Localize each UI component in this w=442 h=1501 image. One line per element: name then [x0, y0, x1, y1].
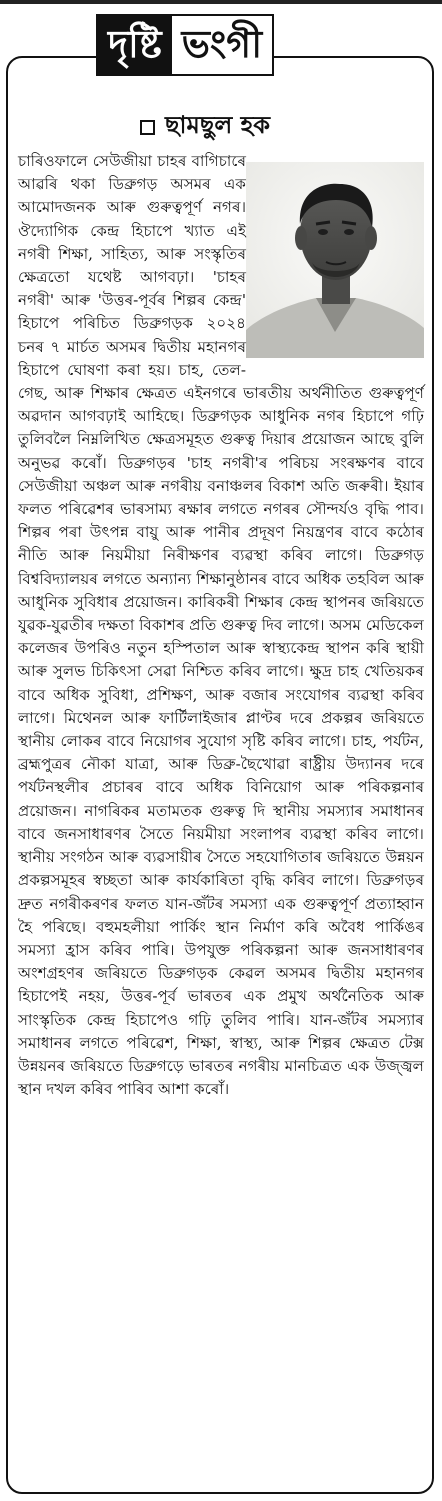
- checkbox-square-icon: [140, 120, 155, 135]
- author-name: ছামছুল হক: [165, 111, 271, 139]
- column-masthead: [96, 14, 274, 76]
- top-rule: [0, 0, 442, 4]
- photo-float-space: [246, 150, 424, 360]
- byline: [140, 110, 270, 144]
- masthead-title-left: দৃষ্টি: [98, 16, 172, 74]
- article-paragraph: চাৰিওফালে সেউজীয়া চাহৰ বাগিচাৰে আৱৰি থকা ডিব্ৰুগড় অসমৰ এক আমোদজনক আৰু গুৰুত্বপূৰ্ণ নগৰ। ঔদ্যোগিক কেন্দ্ৰ হিচাপে খ্যাত এই নগৰী শিক্ষা, সাহিত্য, আৰু সংস্কৃতিৰ ক্ষেত্ৰতো যথেষ্ট আগবঢ়া। 'চাহৰ নগৰী' আৰু 'উত্তৰ-পূৰ্বৰ শিল্পৰ কেন্দ্ৰ' হিচাপে পৰিচিত ডিব্ৰুগড়ক ২০২৪ চনৰ ৭ মাৰ্চত অসমৰ দ্বিতীয় মহানগৰ হিচাপে ঘোষণা কৰা হয়। চাহ, তেল-গেছ, আৰু শিক্ষাৰ ক্ষেত্ৰত এইনগৰে ভাৰতীয় অৰ্থনীতিত গুৰুত্বপূৰ্ণ অৱদান আগবঢ়াই আহিছে। ডিব্ৰুগড়ক আধুনিক নগৰ হিচাপে গঢ়ি তুলিবলৈ নিম্নলিখিত ক্ষেত্ৰসমূহত গুৰুত্ব দিয়াৰ প্ৰয়োজন আছে বুলি অনুভৱ কৰোঁ। ডিব্ৰুগড়ৰ 'চাহ নগৰী'ৰ পৰিচয় সংৰক্ষণৰ বাবে সেউজীয়া অঞ্চল আৰু নগৰীয় বনাঞ্চলৰ বিকাশ অতি জৰুৰী। ইয়াৰ ফলত পৰিৱেশৰ ভাৰসাম্য ৰক্ষাৰ লগতে নগৰৰ সৌন্দৰ্যও বৃদ্ধি পাব। শিল্পৰ পৰা উৎপন্ন বায়ু আৰু পানীৰ প্ৰদূষণ নিয়ন্ত্ৰণৰ বাবে কঠোৰ নীতি আৰু নিয়মীয়া নিৰীক্ষণৰ ব্যৱস্থা কৰিব লাগে। ডিব্ৰুগড় বিশ্ববিদ্যালয়ৰ লগতে অন্যান্য শিক্ষানুষ্ঠানৰ বাবে অধিক তহবিল আৰু আধুনিক সুবিধাৰ প্ৰয়োজন। কাৰিকৰী শিক্ষাৰ কেন্দ্ৰ স্থাপনৰ জৰিয়তে যুৱক-যুৱতীৰ দক্ষতা বিকাশৰ প্ৰতি গুৰুত্ব দিব লাগে। অসম মেডিকেল কলেজৰ উপৰিও নতুন হস্পিতাল আৰু স্বাস্থ্যকেন্দ্ৰ স্থাপন কৰি স্থায়ী আৰু সুলভ চিকিৎসা সেৱা নিশ্চিত কৰিব লাগে। ক্ষুদ্ৰ চাহ খেতিয়কৰ বাবে অধিক সুবিধা, প্ৰশিক্ষণ, আৰু বজাৰ সংযোগৰ ব্যৱস্থা কৰিব লাগে। মিথেনল আৰু ফাৰ্টিলাইজাৰ প্লাণ্টৰ দৰে প্ৰকল্পৰ জৰিয়তে স্থানীয় লোকৰ বাবে নিয়োগৰ সুযোগ সৃষ্টি কৰিব লাগে। চাহ, পৰ্যটন, ব্ৰহ্মপুত্ৰৰ নৌকা যাত্ৰা, আৰু ডিব্ৰু-ছৈখোৱা ৰাষ্ট্ৰীয় উদ্যানৰ দৰে পৰ্যটনস্থলীৰ প্ৰচাৰৰ বাবে অধিক বিনিয়োগ আৰু পৰিকল্পনাৰ প্ৰয়োজন। নাগৰিকৰ মতামতক গুৰুত্ব দি স্থানীয় সমস্যাৰ সমাধানৰ বাবে জনসাধাৰণৰ সৈতে নিয়মীয়া সংলাপৰ ব্যৱস্থা কৰিব লাগে। স্থানীয় সংগঠন আৰু ব্যৱসায়ীৰ সৈতে সহযোগিতাৰ জৰিয়তে উন্নয়ন প্ৰকল্পসমূহৰ স্বচ্ছতা আৰু কাৰ্যকাৰিতা বৃদ্ধি কৰিব লাগে। ডিব্ৰুগড়ৰ দ্ৰুত নগৰীকৰণৰ ফলত যান-জঁটৰ সমস্যা এক গুৰুত্বপূৰ্ণ প্ৰত্যাহ্বান হৈ পৰিছে। বহুমহলীয়া পাৰ্কিং স্থান নিৰ্মাণ কৰি অবৈধ পাৰ্কিঙৰ সমস্যা হ্ৰাস কৰিব পাৰি। উপযুক্ত পৰিকল্পনা আৰু জনসাধাৰণৰ অংশগ্ৰহণৰ জৰিয়তে ডিব্ৰুগড়ক কেৱল অসমৰ দ্বিতীয় মহানগৰ হিচাপেই নহয়, উত্তৰ-পূৰ্ব ভাৰতৰ এক প্ৰমুখ অৰ্থনৈতিক আৰু সাংস্কৃতিক কেন্দ্ৰ হিচাপেও গঢ়ি তুলিব পাৰি। যান-জঁটৰ সমস্যাৰ সমাধানৰ লগতে পৰিৱেশ, শিক্ষা, স্বাস্থ্য, আৰু শিল্পৰ ক্ষেত্ৰত টেক্স উন্নয়নৰ জৰিয়তে ডিব্ৰুগড়ে ভাৰতৰ নগৰীয় মানচিত্ৰত এক উজ্জ্বল স্থান দখল কৰিব পাৰিব আশা কৰোঁ।: [18, 152, 424, 1099]
- article-body: [18, 150, 424, 1101]
- masthead-title-right: ভংগী: [172, 16, 272, 74]
